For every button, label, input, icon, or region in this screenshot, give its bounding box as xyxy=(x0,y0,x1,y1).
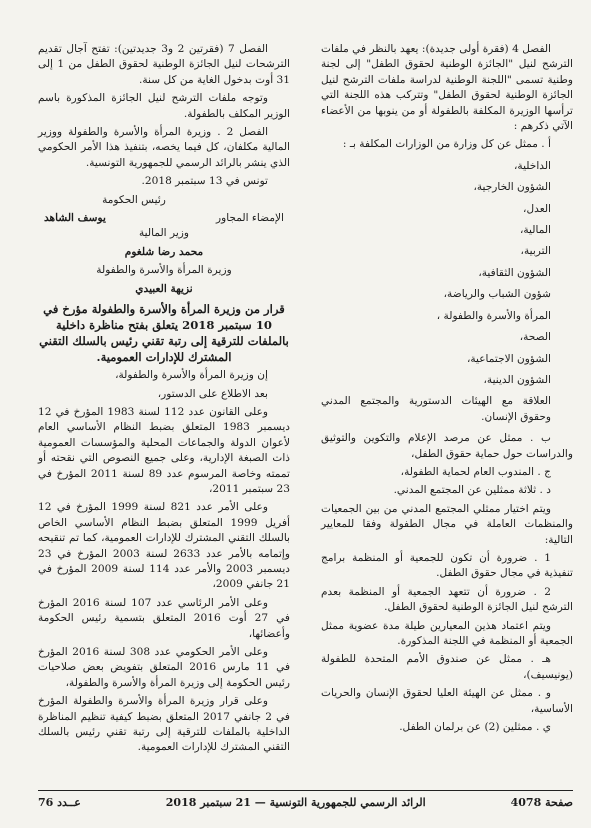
member-list-intro: أ . ممثل عن كل وزارة من الوزارات المكلفة بـ : xyxy=(342,138,551,151)
member-d: د . ثلاثة ممثلين عن المجتمع المدني. xyxy=(393,484,551,497)
government-order-2016-ref: وعلى الأمر الحكومي عدد 308 لسنة 2016 المؤرخ في 11 مارس 2016 المتعلق بتفويض بعض صلاحيات رئيس الحكومة إلى وزيرة المرأة والأسرة والطفولة، xyxy=(38,646,291,689)
criterion-1: 1 . ضرورة أن تكون للجمعية أو المنظمة برامج تنفيذية في مجال حقوق الطفل. xyxy=(321,551,573,580)
footer-rule xyxy=(38,790,573,791)
page-footer xyxy=(38,794,573,810)
order-1999-ref: وعلى الأمر عدد 821 لسنة 1999 المؤرخ في 12 أفريل 1999 المتعلق بضبط النظام الأساسي الخاص بالسلك التقني المشترك للإدارات العمومية، كما تم تنقيحه وإتمامه بالأمر عدد 2633 لسنة 2003 المؤرخ في 23 ديسمبر 2003 والأمر عدد 114 لسنة 2009 المؤرخ في 21 جانفي 2009، xyxy=(38,501,291,591)
article-7-paragraph: الفصل 7 (فقرتين 2 و3 جديدتين): تفتح آجال تقديم الترشحات لنيل الجائزة الوطنية لحقوق الطفل من 1 إلى 31 أوت بدخول الغاية من كل سنة. xyxy=(38,43,290,86)
ministry-item: الشؤون الاجتماعية، xyxy=(466,352,551,365)
head-of-government-title: رئيس الحكومة xyxy=(102,193,166,206)
ministry-item: الشؤون الثقافية، xyxy=(478,266,551,279)
page-number: صفحة 4078 xyxy=(510,795,573,809)
signature-row xyxy=(38,211,290,226)
law-1983-ref: وعلى القانون عدد 112 لسنة 1983 المؤرخ في 12 ديسمبر 1983 المتعلق بضبط النظام الأساسي العام لأعوان الدولة والجماعات المحلية والمؤسسات العمومية ذات الصبغة الإدارية، وعلى جميع النصوص التي نقحته أو تممته وخاصة المرسوم عدد 89 لسنة 2011 المؤرخ في 23 سبتمبر 2011، xyxy=(38,405,290,495)
minister-preamble: إن وزيرة المرأة والأسرة والطفولة، xyxy=(115,369,268,382)
member-b: ب . ممثل عن مرصد الإعلام والتكوين والتوثيق والدراسات حول حماية حقوق الطفل، xyxy=(321,432,573,460)
criterion-2: 2 . ضرورة أن تتعهد الجمعية أو المنظمة بعدم الترشح لنيل الجائزة الوطنية لحقوق الطفل. xyxy=(321,585,573,614)
arrete-2017-ref: وعلى قرار وزيرة المرأة والأسرة والطفولة المؤرخ في 2 جانفي 2017 المتعلق بضبط كيفية تنظيم المناظرة الداخلية بالملفات للترقية إلى رتبة تقني رئيس بالسلك التقني المشترك للإدارات العمومية. xyxy=(38,695,290,754)
ministry-item: العلاقة مع الهيئات الدستورية والمجتمع المدني وحقوق الإنسان. xyxy=(321,395,551,423)
submission-paragraph: وتوجه ملفات الترشح لنيل الجائزة المذكورة باسم الوزير المكلف بالطفولة. xyxy=(38,92,290,120)
ministry-item: الشؤون الخارجية، xyxy=(473,181,551,194)
finance-minister-title: وزير المالية xyxy=(138,227,190,240)
journal-date: الرائد الرسمي للجمهورية التونسية — 21 سبتمبر 2018 xyxy=(165,795,426,809)
member-w: و . ممثل عن الهيئة العليا لحقوق الإنسان والحريات الأساسية، xyxy=(321,687,573,715)
member-c: ج . المندوب العام لحماية الطفولة، xyxy=(400,465,551,478)
ministry-item: الشؤون الدينية، xyxy=(483,373,551,386)
head-of-government-name: يوسف الشاهد xyxy=(44,212,106,225)
ministry-item: المالية، xyxy=(519,224,551,237)
ministry-item: الداخلية، xyxy=(513,159,551,172)
decree-title: قرار من وزيرة المرأة والأسرة والطفولة مؤرخ في 10 سبتمبر 2018 يتعلق بفتح مناظرة داخلية بالملفات للترقية إلى رتبة تقني رئيس بالسلك التقني المشترك للإدارات العمومية. xyxy=(39,302,289,365)
article-4-paragraph: الفصل 4 (فقرة أولى جديدة): يعهد بالنظر في ملفات الترشح لنيل "الجائزة الوطنية لحقوق الطفل" إلى لجنة وطنية تسمى "اللجنة الوطنية لدراسة ملفات الترشح لنيل الجائزة الوطنية لحقوق الطفل" وتتركب هذه اللجنة التي ترأسها الوزيرة المكلفة بالطفولة أو من ينوبها من الأعضاء الآتي ذكرهم : xyxy=(321,43,573,133)
finance-minister-name: محمد رضا شلغوم xyxy=(124,245,204,258)
women-minister-title: وزيرة المرأة والأسرة والطفولة xyxy=(96,264,232,277)
ministry-item: التربية، xyxy=(520,245,551,258)
member-h: هـ . ممثل عن صندوق الأمم المتحدة للطفولة (يونيسيف)، xyxy=(321,653,573,681)
member-y: ي . ممثلين (2) عن برلمان الطفل. xyxy=(399,721,551,734)
women-minister-name: نزيهة العبيدي xyxy=(135,282,193,295)
ministry-item: الصحة، xyxy=(519,331,551,344)
ministry-item: شؤون الشباب والرياضة، xyxy=(443,288,551,301)
ministry-item: العدل، xyxy=(523,202,551,215)
presidential-order-2016-ref: وعلى الأمر الرئاسي عدد 107 لسنة 2016 المؤرخ في 27 أوت 2016 المتعلق بتسمية رئيس الحكومة وأعضائها، xyxy=(38,596,290,640)
left-column xyxy=(38,42,290,759)
issue-number: عــدد 76 xyxy=(38,795,81,809)
adoption-paragraph: ويتم اعتماد هذين المعيارين طيلة مدة عضوية ممثل الجمعية أو المنظمة في اللجنة المذكورة. xyxy=(321,619,573,647)
date-line: تونس في 13 سبتمبر 2018. xyxy=(141,175,268,188)
selection-paragraph: ويتم اختيار ممثلي المجتمع المدني من بين الجمعيات والمنظمات العاملة في مجال الطفولة وفقا للمعايير التالية: xyxy=(321,502,573,546)
ministry-item: المرأة والأسرة والطفولة ، xyxy=(436,309,551,322)
article-2-paragraph: الفصل 2 . وزيرة المرأة والأسرة والطفولة ووزير المالية مكلفان، كل فيما يخصه، بتنفيذ هذا الأمر الحكومي الذي ينشر بالرائد الرسمي للجمهورية التونسية. xyxy=(38,126,290,169)
right-column xyxy=(321,42,573,738)
signature-block xyxy=(38,193,290,297)
countersign-label: الإمضاء المجاور xyxy=(215,212,284,225)
ministries-list xyxy=(321,159,573,425)
constitution-ref: بعد الاطلاع على الدستور، xyxy=(157,387,268,400)
